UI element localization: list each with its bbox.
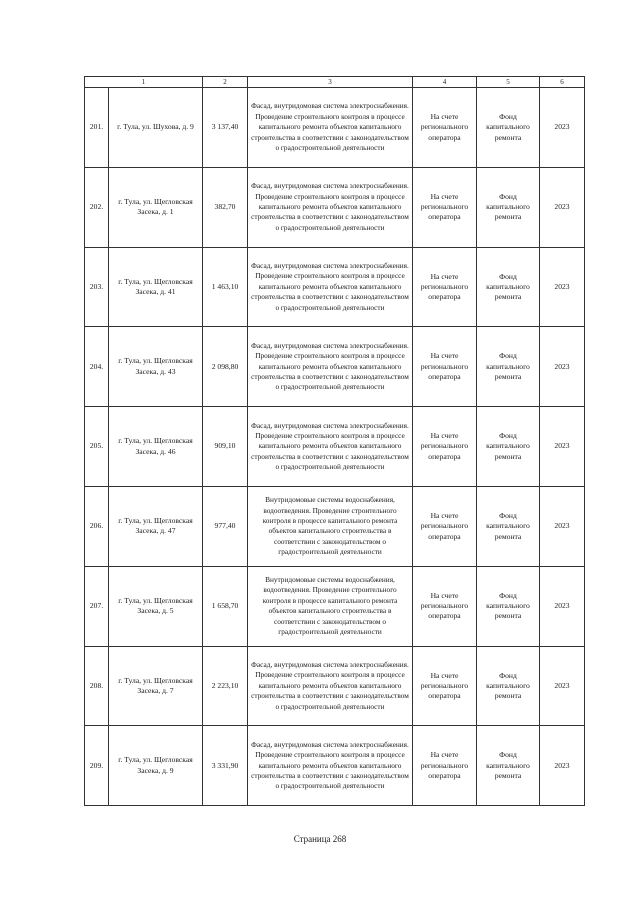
- year-cell: 2023: [540, 726, 585, 806]
- work-description-cell: Фасад, внутридомовая система электроснабжения. Проведение строительного контроля в процессе капитального ремонта объектов капитального строительства в соответствии с законодательством о градостроительной деятельности: [248, 726, 413, 806]
- table-row: [85, 566, 585, 646]
- address-cell: г. Тула, ул. Щегловская Засека, д. 43: [109, 327, 203, 407]
- row-number: 208.: [85, 646, 109, 726]
- funding-source-cell: Фонд капитального ремонта: [477, 88, 540, 168]
- account-cell: На счете регионального оператора: [413, 247, 477, 327]
- area-cell: 382,70: [203, 167, 248, 247]
- area-cell: 1 658,70: [203, 566, 248, 646]
- table-row: [85, 486, 585, 566]
- year-cell: 2023: [540, 407, 585, 487]
- row-number: 206.: [85, 486, 109, 566]
- column-header-4: 4: [413, 77, 477, 88]
- work-description-cell: Фасад, внутридомовая система электроснабжения. Проведение строительного контроля в процессе капитального ремонта объектов капитального строительства в соответствии с законодательством о градостроительной деятельности: [248, 247, 413, 327]
- row-number: 202.: [85, 167, 109, 247]
- work-description-cell: Фасад, внутридомовая система электроснабжения. Проведение строительного контроля в процессе капитального ремонта объектов капитального строительства в соответствии с законодательством о градостроительной деятельности: [248, 327, 413, 407]
- year-cell: 2023: [540, 646, 585, 726]
- area-cell: 2 098,80: [203, 327, 248, 407]
- year-cell: 2023: [540, 566, 585, 646]
- column-header-5: 5: [477, 77, 540, 88]
- column-header-2: 2: [203, 77, 248, 88]
- year-cell: 2023: [540, 167, 585, 247]
- funding-source-cell: Фонд капитального ремонта: [477, 407, 540, 487]
- table-row: [85, 167, 585, 247]
- table-row: [85, 88, 585, 168]
- account-cell: На счете регионального оператора: [413, 566, 477, 646]
- address-cell: г. Тула, ул. Щегловская Засека, д. 7: [109, 646, 203, 726]
- work-description-cell: Фасад, внутридомовая система электроснабжения. Проведение строительного контроля в процессе капитального ремонта объектов капитального строительства в соответствии с законодательством о градостроительной деятельности: [248, 646, 413, 726]
- work-description-cell: Фасад, внутридомовая система электроснабжения. Проведение строительного контроля в процессе капитального ремонта объектов капитального строительства в соответствии с законодательством о градостроительной деятельности: [248, 88, 413, 168]
- table-body: [85, 88, 585, 806]
- account-cell: На счете регионального оператора: [413, 88, 477, 168]
- year-cell: 2023: [540, 88, 585, 168]
- funding-source-cell: Фонд капитального ремонта: [477, 486, 540, 566]
- table-row: [85, 726, 585, 806]
- address-cell: г. Тула, ул. Щегловская Засека, д. 5: [109, 566, 203, 646]
- table-row: [85, 407, 585, 487]
- funding-source-cell: Фонд капитального ремонта: [477, 247, 540, 327]
- area-cell: 3 331,90: [203, 726, 248, 806]
- row-number: 204.: [85, 327, 109, 407]
- address-cell: г. Тула, ул. Щегловская Засека, д. 41: [109, 247, 203, 327]
- address-cell: г. Тула, ул. Щегловская Засека, д. 46: [109, 407, 203, 487]
- column-header-1: 1: [85, 77, 203, 88]
- year-cell: 2023: [540, 486, 585, 566]
- area-cell: 2 223,10: [203, 646, 248, 726]
- row-number: 207.: [85, 566, 109, 646]
- funding-source-cell: Фонд капитального ремонта: [477, 327, 540, 407]
- work-description-cell: Внутридомовые системы водоснабжения, водоотведения. Проведение строительного контроля в процессе капитального ремонта объектов капитального строительства в соответствии с законодательством о градостроительной деятельности: [248, 566, 413, 646]
- table-header: [85, 77, 585, 88]
- area-cell: 3 137,40: [203, 88, 248, 168]
- row-number: 201.: [85, 88, 109, 168]
- account-cell: На счете регионального оператора: [413, 327, 477, 407]
- row-number: 205.: [85, 407, 109, 487]
- funding-source-cell: Фонд капитального ремонта: [477, 566, 540, 646]
- account-cell: На счете регионального оператора: [413, 646, 477, 726]
- area-cell: 909,10: [203, 407, 248, 487]
- address-cell: г. Тула, ул. Шухова, д. 9: [109, 88, 203, 168]
- column-number-row: [85, 77, 585, 88]
- account-cell: На счете регионального оператора: [413, 486, 477, 566]
- funding-source-cell: Фонд капитального ремонта: [477, 726, 540, 806]
- column-header-6: 6: [540, 77, 585, 88]
- account-cell: На счете регионального оператора: [413, 407, 477, 487]
- row-number: 209.: [85, 726, 109, 806]
- area-cell: 977,40: [203, 486, 248, 566]
- table-row: [85, 327, 585, 407]
- row-number: 203.: [85, 247, 109, 327]
- address-cell: г. Тула, ул. Щегловская Засека, д. 1: [109, 167, 203, 247]
- work-description-cell: Внутридомовые системы водоснабжения, водоотведения. Проведение строительного контроля в процессе капитального ремонта объектов капитального строительства в соответствии с законодательством о градостроительной деятельности: [248, 486, 413, 566]
- table-row: [85, 247, 585, 327]
- address-cell: г. Тула, ул. Щегловская Засека, д. 47: [109, 486, 203, 566]
- table-row: [85, 646, 585, 726]
- work-description-cell: Фасад, внутридомовая система электроснабжения. Проведение строительного контроля в процессе капитального ремонта объектов капитального строительства в соответствии с законодательством о градостроительной деятельности: [248, 167, 413, 247]
- area-cell: 1 463,10: [203, 247, 248, 327]
- address-cell: г. Тула, ул. Щегловская Засека, д. 9: [109, 726, 203, 806]
- year-cell: 2023: [540, 327, 585, 407]
- repair-register-table: [84, 76, 585, 806]
- work-description-cell: Фасад, внутридомовая система электроснабжения. Проведение строительного контроля в процессе капитального ремонта объектов капитального строительства в соответствии с законодательством о градостроительной деятельности: [248, 407, 413, 487]
- year-cell: 2023: [540, 247, 585, 327]
- funding-source-cell: Фонд капитального ремонта: [477, 646, 540, 726]
- account-cell: На счете регионального оператора: [413, 167, 477, 247]
- page-number: Страница 268: [293, 834, 347, 844]
- column-header-3: 3: [248, 77, 413, 88]
- funding-source-cell: Фонд капитального ремонта: [477, 167, 540, 247]
- account-cell: На счете регионального оператора: [413, 726, 477, 806]
